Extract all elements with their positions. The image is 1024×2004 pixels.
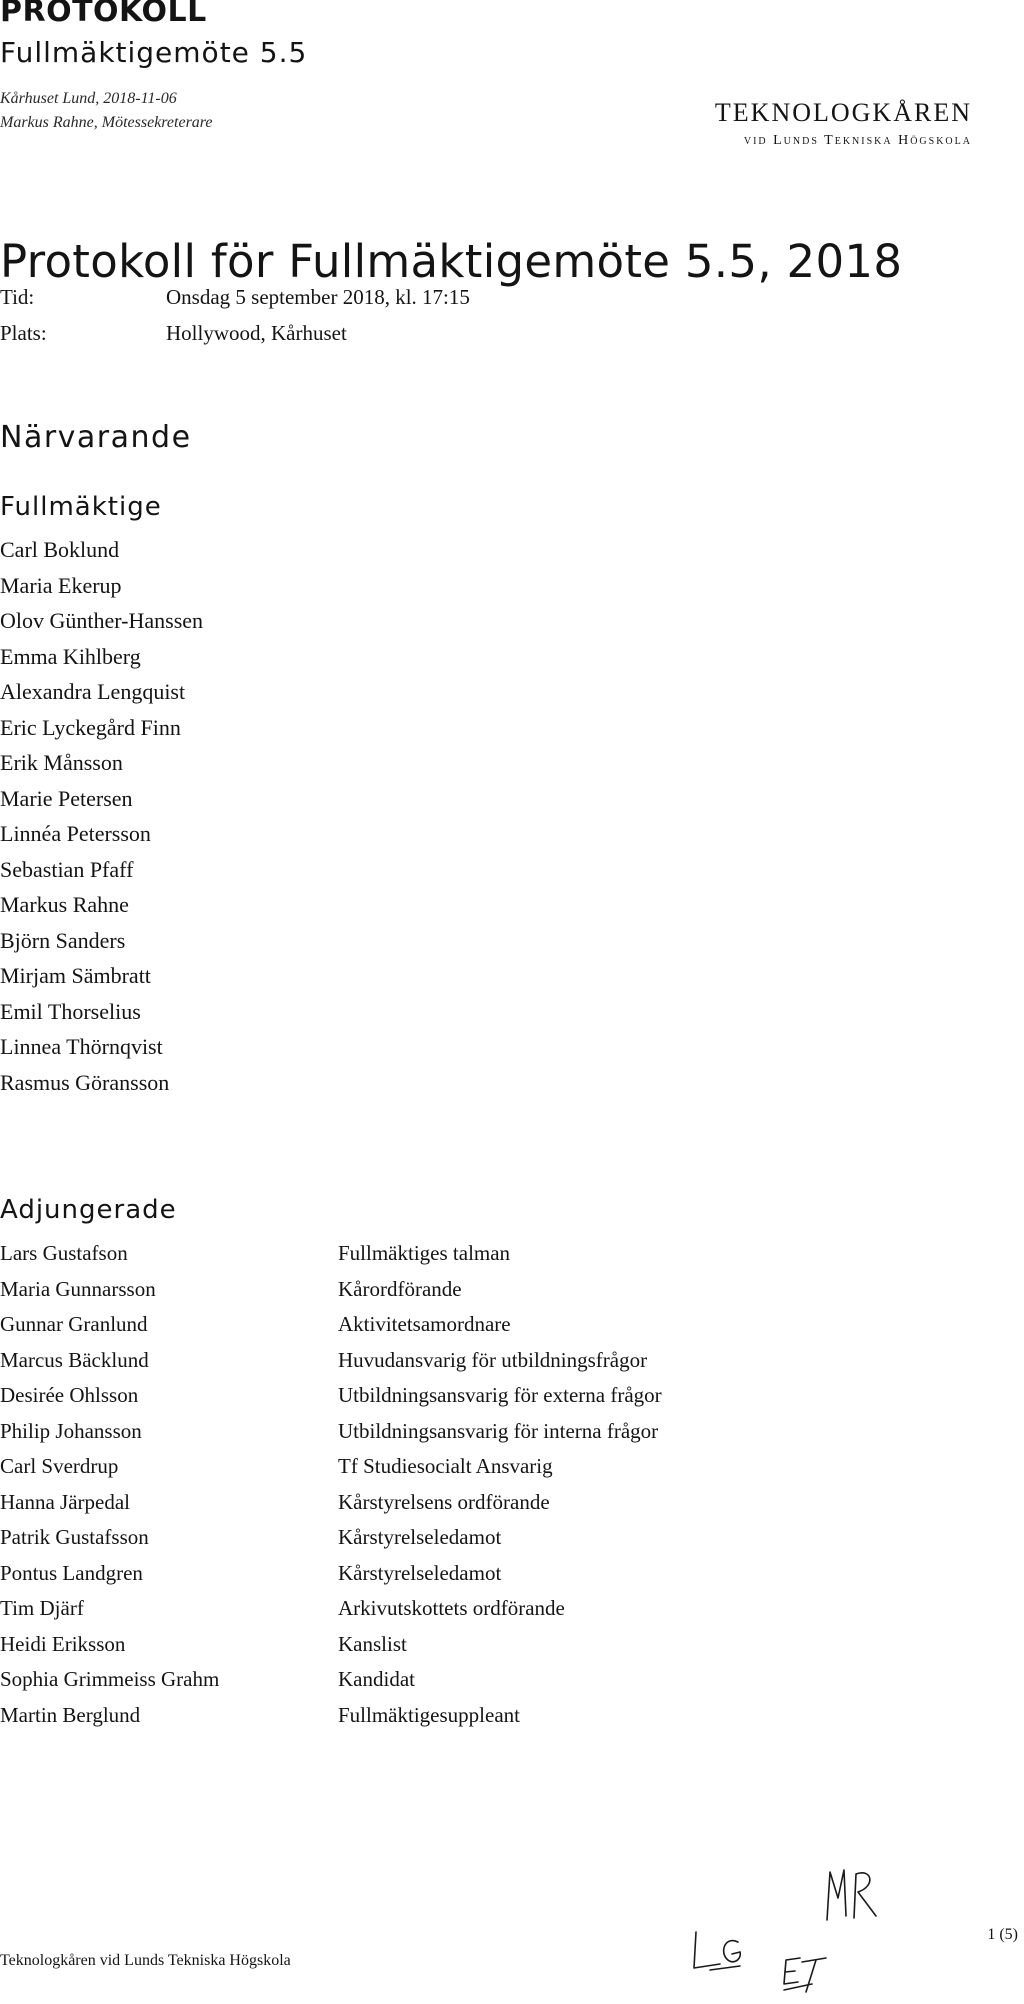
place-value: Hollywood, Kårhuset <box>166 321 347 345</box>
page-number: 1 (5) <box>987 1926 1018 1943</box>
adjungerad-name: Pontus Landgren <box>0 1560 143 1585</box>
time-value: Onsdag 5 september 2018, kl. 17:15 <box>166 285 470 309</box>
adjungerad-name: Marcus Bäcklund <box>0 1347 149 1372</box>
adjungerad-name: Heidi Eriksson <box>0 1631 126 1656</box>
meta-author: Markus Rahne, Mötessekreterare <box>0 114 213 131</box>
document-subtitle: Fullmäktigemöte 5.5 <box>0 36 308 69</box>
list-item: Erik Månsson <box>0 750 123 775</box>
place-label: Plats: <box>0 321 47 345</box>
table-row <box>0 1449 662 1485</box>
handwritten-initials-icon <box>680 1850 920 2000</box>
list-item: Emma Kihlberg <box>0 643 141 669</box>
adjungerade-table <box>0 1236 662 1733</box>
list-item: Eric Lyckegård Finn <box>0 714 181 740</box>
table-row <box>0 1378 662 1414</box>
adjungerade-heading: Adjungerade <box>0 1195 177 1225</box>
list-item: Maria Ekerup <box>0 572 122 598</box>
adjungerad-name: Maria Gunnarsson <box>0 1276 156 1301</box>
attendance-heading: Närvarande <box>0 420 192 455</box>
adjungerad-name: Martin Berglund <box>0 1702 141 1727</box>
adjungerad-role: Fullmäktiges talman <box>338 1241 511 1265</box>
list-item: Björn Sanders <box>0 927 126 953</box>
adjungerad-name: Tim Djärf <box>0 1596 84 1620</box>
table-row <box>0 1627 662 1663</box>
table-row <box>0 1414 662 1450</box>
adjungerad-role: Kandidat <box>338 1667 415 1691</box>
table-row <box>0 1236 662 1272</box>
adjungerad-name: Desirée Ohlsson <box>0 1383 139 1407</box>
list-item: Olov Günther-Hanssen <box>0 608 204 633</box>
adjungerad-role: Utbildningsansvarig för interna frågor <box>338 1418 659 1443</box>
list-item: Rasmus Göransson <box>0 1069 170 1095</box>
adjungerad-role: Huvudansvarig för utbildningsfrågor <box>338 1347 648 1372</box>
adjungerad-name: Philip Johansson <box>0 1418 142 1443</box>
footer-org-text: Teknologkåren vid Lunds Tekniska Högskola <box>0 1952 291 1969</box>
table-row <box>0 1272 662 1308</box>
org-subtitle: vid Lunds Tekniska Högskola <box>743 133 972 148</box>
adjungerad-role: Aktivitetsamordnare <box>338 1312 511 1336</box>
fullmaktige-heading: Fullmäktige <box>0 492 162 522</box>
list-item: Alexandra Lengquist <box>0 679 186 704</box>
table-row <box>0 1662 662 1698</box>
fullmaktige-list <box>0 532 203 1100</box>
adjungerad-role: Arkivutskottets ordförande <box>338 1596 565 1620</box>
adjungerad-name: Lars Gustafson <box>0 1241 128 1265</box>
list-item: Mirjam Sämbratt <box>0 963 151 988</box>
adjungerad-name: Sophia Grimmeiss Grahm <box>0 1667 220 1691</box>
list-item: Emil Thorselius <box>0 998 141 1024</box>
table-row <box>0 1485 662 1521</box>
org-name: TEKNOLOGKÅREN <box>714 98 972 127</box>
adjungerad-role: Kårstyrelseledamot <box>338 1525 502 1549</box>
page-title: Protokoll för Fullmäktigemöte 5.5, 2018 <box>0 235 903 288</box>
table-row <box>0 1520 662 1556</box>
adjungerad-role: Fullmäktigesuppleant <box>338 1702 520 1727</box>
time-label: Tid: <box>0 285 35 309</box>
adjungerad-name: Carl Sverdrup <box>0 1454 119 1478</box>
adjungerad-role: Tf Studiesocialt Ansvarig <box>338 1454 553 1478</box>
table-row <box>0 1307 662 1343</box>
adjungerad-role: Kanslist <box>338 1631 407 1656</box>
adjungerad-role: Kårordförande <box>338 1276 462 1301</box>
meta-place-date: Kårhuset Lund, 2018-11-06 <box>0 90 177 107</box>
document-label: PROTOKOLL <box>0 0 207 29</box>
list-item: Marie Petersen <box>0 785 133 811</box>
list-item: Linnea Thörnqvist <box>0 1034 163 1059</box>
list-item: Markus Rahne <box>0 892 129 917</box>
adjungerad-role: Utbildningsansvarig för externa frågor <box>338 1383 662 1407</box>
adjungerad-role: Kårstyrelseledamot <box>338 1560 502 1585</box>
adjungerad-name: Gunnar Granlund <box>0 1312 148 1336</box>
table-row <box>0 1343 662 1379</box>
list-item: Sebastian Pfaff <box>0 856 134 882</box>
table-row <box>0 1556 662 1592</box>
adjungerad-role: Kårstyrelsens ordförande <box>338 1489 550 1514</box>
table-row <box>0 1698 662 1734</box>
list-item: Linnéa Petersson <box>0 821 151 846</box>
list-item: Carl Boklund <box>0 537 120 562</box>
table-row <box>0 1591 662 1627</box>
adjungerad-name: Hanna Järpedal <box>0 1489 131 1514</box>
adjungerad-name: Patrik Gustafsson <box>0 1525 149 1549</box>
